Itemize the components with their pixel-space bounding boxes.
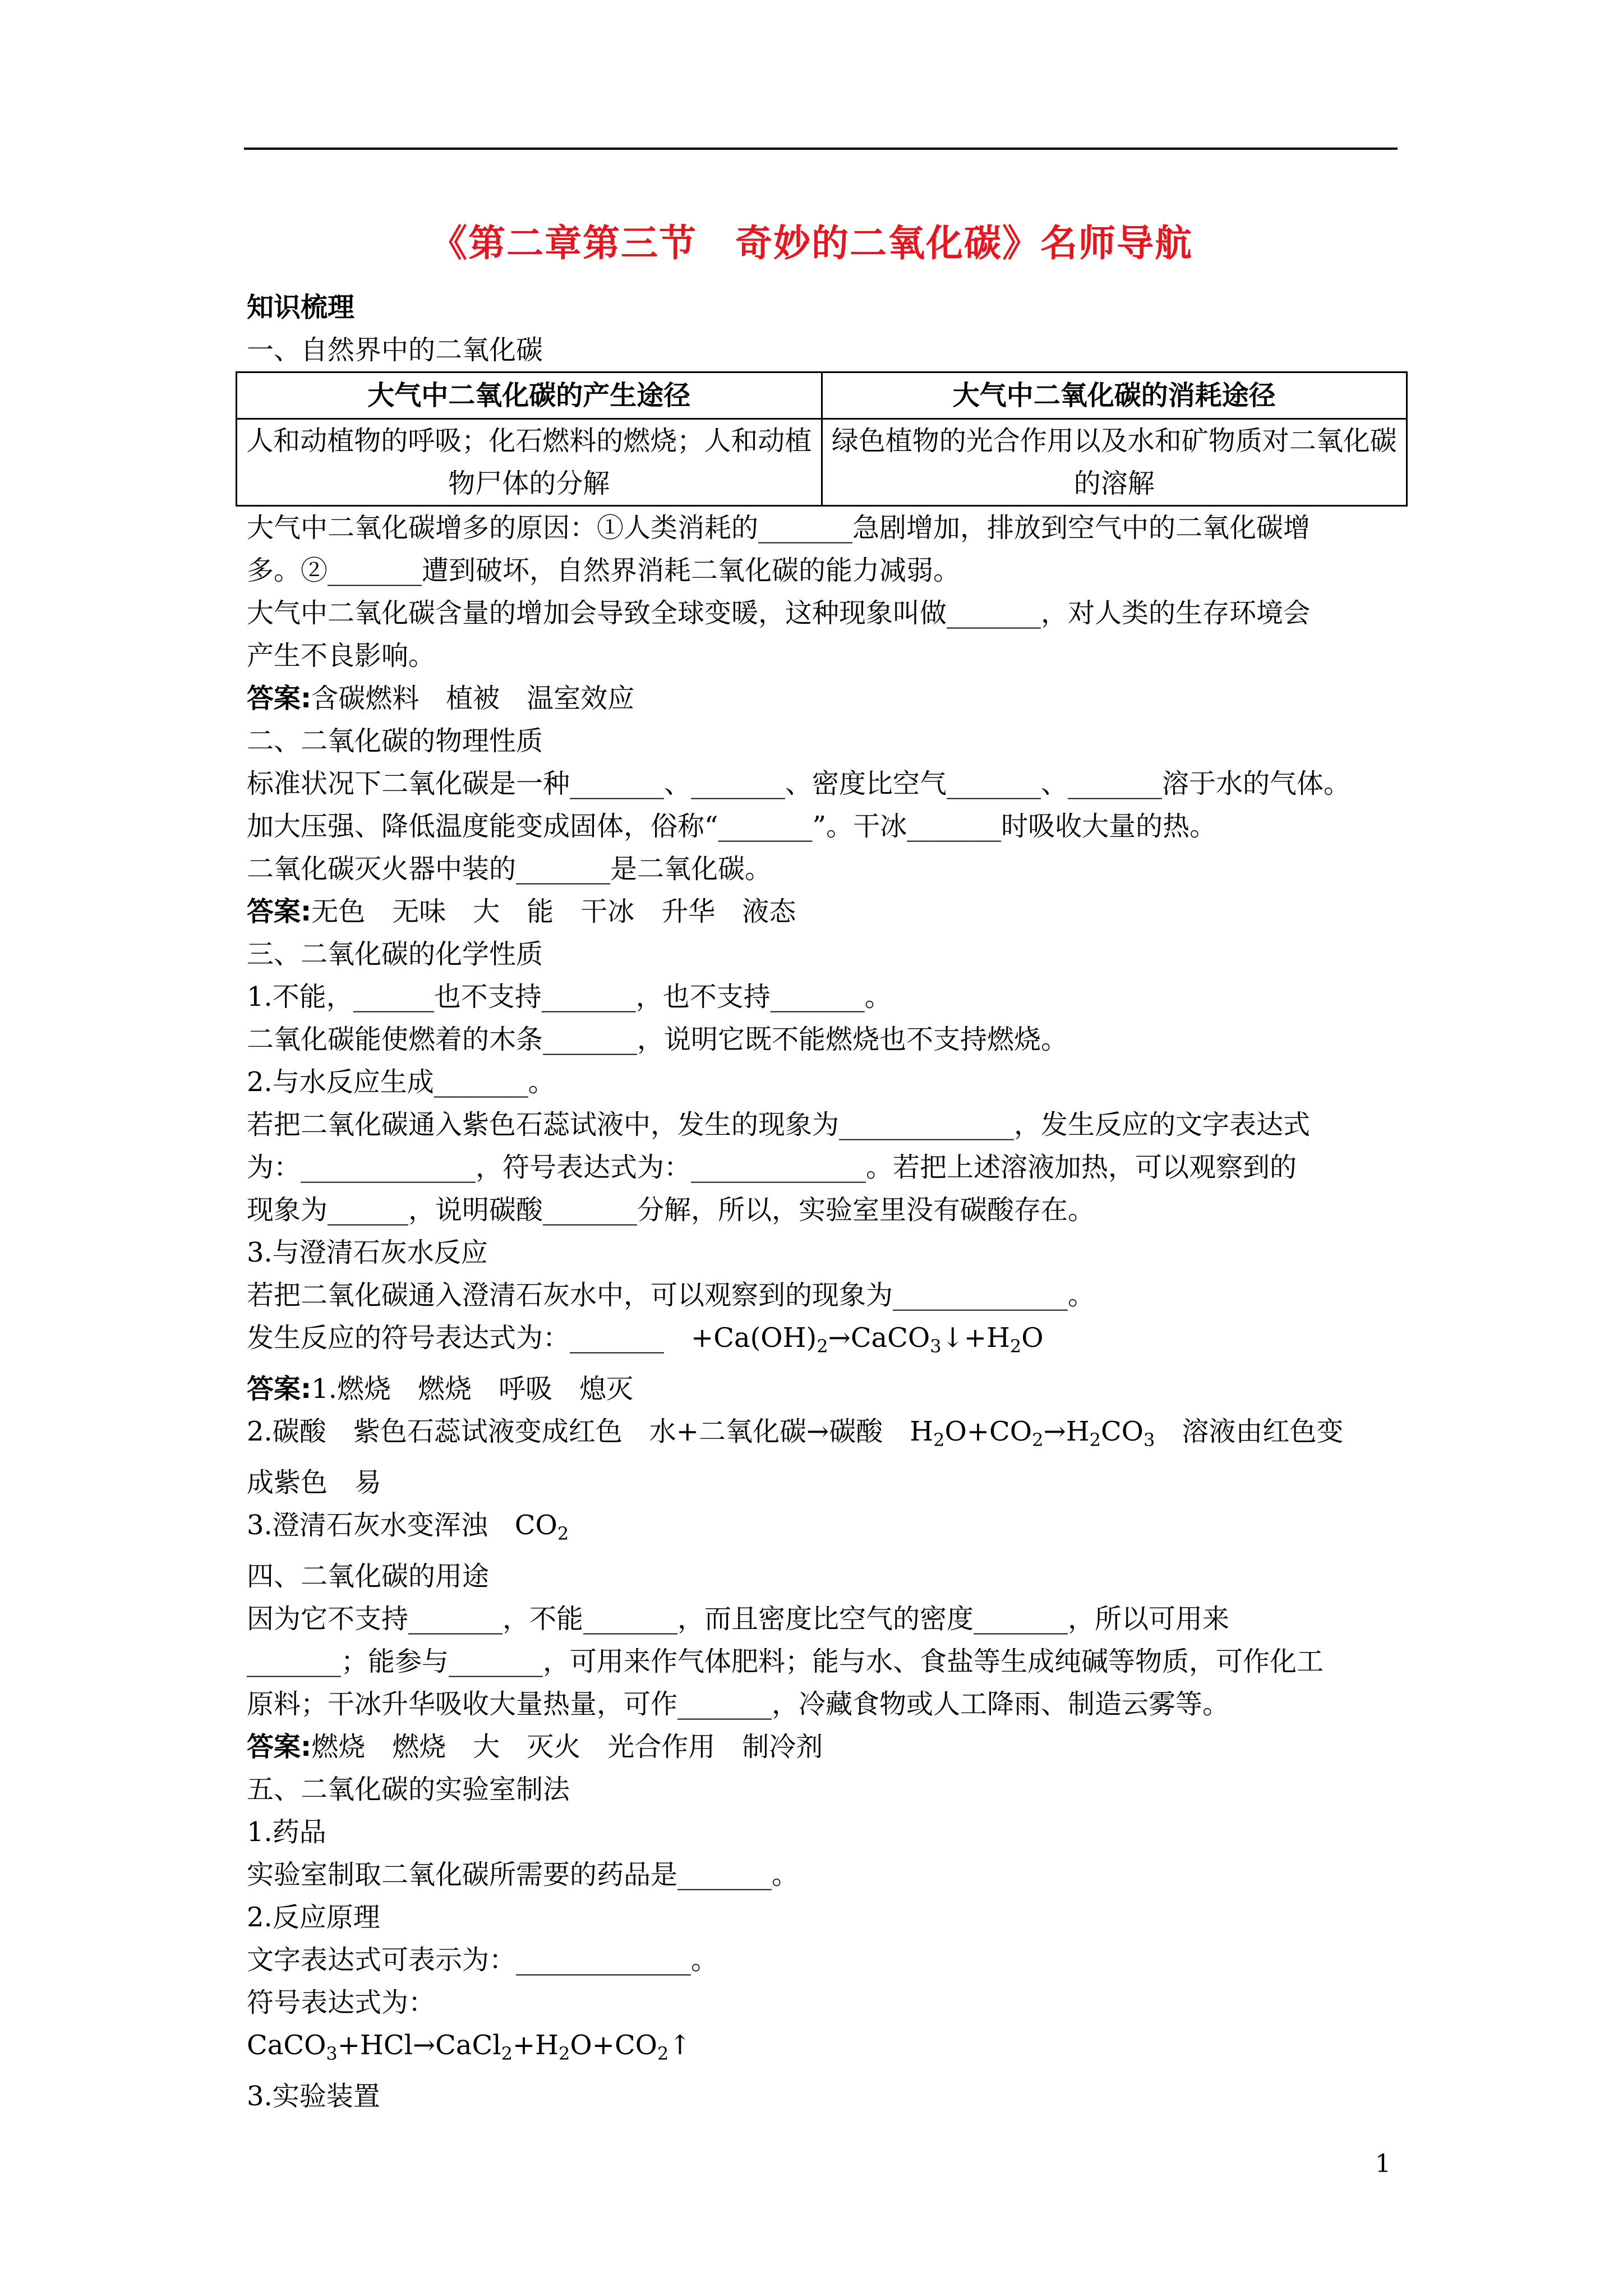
paragraph-line: 大气中二氧化碳增多的原因：①人类消耗的_______急剧增加，排放到空气中的二氧化碳增 (247, 512, 1311, 544)
arrow-symbol: → (828, 1322, 851, 1354)
paragraph-line: 3.与澄清石灰水反应 (247, 1237, 488, 1268)
page-title: 《第二章第三节 奇妙的二氧化碳》名师导航 (430, 222, 1193, 265)
table-header-production: 大气中二氧化碳的产生途径 (237, 372, 822, 419)
paragraph-line: 原料；干冰升华吸收大量热量，可作_______，冷藏食物或人工降雨、制造云雾等。 (247, 1688, 1230, 1720)
equation-line (247, 2024, 1408, 2075)
answer-text: 3.澄清石灰水变浑浊 CO (247, 1510, 557, 1541)
equation-text: 发生反应的符号表达式为：_______ +Ca(OH) (247, 1322, 817, 1354)
section-1-title: 一、自然界中的二氧化碳 (247, 334, 543, 366)
equation-text: +H (963, 1322, 1010, 1354)
answer-label: 答案: (247, 1373, 312, 1405)
subscript: 2 (557, 1523, 569, 1544)
page-number: 1 (1375, 2150, 1391, 2178)
paragraph-line: 实验室制取二氧化碳所需要的药品是_______。 (247, 1859, 799, 1890)
subscript: 3 (930, 1336, 942, 1357)
document-body (247, 286, 1408, 2118)
answer-text: 2.碳酸 紫色石蕊试液变成红色 水+二氧化碳 (247, 1416, 807, 1447)
section-4-title: 四、二氧化碳的用途 (247, 1561, 490, 1592)
subscript: 2 (1009, 1336, 1022, 1357)
answer-text: 碳酸 H (829, 1416, 934, 1447)
answer-line (247, 1368, 1408, 1410)
table-cell-consumption: 绿色植物的光合作用以及水和矿物质对二氧化碳的溶解 (822, 419, 1407, 506)
answer-text: 无色 无味 大 能 干冰 升华 液态 (311, 896, 796, 927)
header-rule (244, 148, 1398, 150)
paragraph-line: 产生不良影响。 (247, 640, 436, 671)
subscript: 2 (501, 2043, 513, 2064)
subscript: 2 (559, 2043, 570, 2064)
equation-text: CaCO (247, 2030, 326, 2061)
arrow-symbol: → (806, 1416, 829, 1447)
arrow-symbol: → (412, 2030, 436, 2061)
paragraph-line: 文字表达式可表示为：_____________。 (247, 1944, 718, 1976)
section-heading: 知识梳理 (247, 292, 355, 323)
subscript: 3 (326, 2043, 338, 2064)
answer-line (247, 1504, 1408, 1555)
subscript: 3 (1144, 1429, 1155, 1451)
section-3-title: 三、二氧化碳的化学性质 (247, 938, 543, 970)
answer-text: H (1066, 1416, 1090, 1447)
paragraph-line: 符号表达式为： (247, 1987, 436, 2018)
paragraph-line: 多。②_______遭到破坏，自然界消耗二氧化碳的能力减弱。 (247, 555, 961, 586)
subscript: 2 (1032, 1429, 1044, 1451)
equation-text: O+CO (570, 2030, 658, 2061)
subscript: 2 (657, 2043, 669, 2064)
table-header-consumption: 大气中二氧化碳的消耗途径 (822, 372, 1407, 419)
equation-text: +HCl (337, 2030, 413, 2061)
paragraph-line: 标准状况下二氧化碳是一种_______、_______、密度比空气_______、_______溶于水的气体。 (247, 768, 1351, 799)
paragraph-line: 因为它不支持_______，不能_______，而且密度比空气的密度_______，所以可用来 (247, 1603, 1230, 1635)
paragraph-line: 现象为______，说明碳酸_______分解，所以，实验室里没有碳酸存在。 (247, 1194, 1095, 1226)
answer-text: 溶液由红色变 (1155, 1416, 1344, 1447)
answer-line (247, 1726, 1408, 1768)
answer-line: 成紫色 易 (247, 1467, 382, 1498)
paragraph-line: 2.反应原理 (247, 1902, 380, 1933)
answer-line (247, 677, 1408, 720)
paragraph-line: 1.药品 (247, 1816, 326, 1848)
answer-label: 答案: (247, 896, 312, 927)
paragraph-line: 二氧化碳灭火器中装的_______是二氧化碳。 (247, 853, 772, 885)
paragraph-line: 大气中二氧化碳含量的增加会导致全球变暖，这种现象叫做_______，对人类的生存环境会 (247, 597, 1311, 629)
answer-label: 答案: (247, 683, 312, 714)
paragraph-line: 1.不能，______也不支持_______，也不支持_______。 (247, 981, 892, 1013)
answer-line (247, 890, 1408, 933)
answer-label: 答案: (247, 1731, 312, 1763)
answer-text: O+CO (944, 1416, 1032, 1447)
section-2-title: 二、二氧化碳的物理性质 (247, 725, 543, 757)
paragraph-line: _______；能参与_______，可用来作气体肥料；能与水、食盐等生成纯碱等物质，可作化工 (247, 1646, 1324, 1677)
subscript: 2 (1089, 1429, 1101, 1451)
answer-line (247, 1410, 1408, 1461)
answer-text: 燃烧 燃烧 大 灭火 光合作用 制冷剂 (311, 1731, 823, 1763)
equation-line (247, 1317, 1408, 1368)
answer-text: 1.燃烧 燃烧 呼吸 熄灭 (311, 1373, 634, 1405)
arrow-symbol: → (1043, 1416, 1066, 1447)
paragraph-line: 若把二氧化碳通入澄清石灰水中，可以观察到的现象为_____________。 (247, 1280, 1095, 1311)
table-cell-production: 人和动植物的呼吸；化石燃料的燃烧；人和动植物尸体的分解 (237, 419, 822, 506)
equation-text: O (1021, 1322, 1044, 1354)
paragraph-line: 2.与水反应生成_______。 (247, 1066, 555, 1098)
paragraph-line: 为：_____________，符号表达式为：_____________。若把上述溶液加热，可以观察到的 (247, 1152, 1297, 1183)
paragraph-line: 3.实验装置 (247, 2081, 380, 2112)
paragraph-line: 二氧化碳能使燃着的木条_______，说明它既不能燃烧也不支持燃烧。 (247, 1024, 1068, 1055)
paragraph-line: 若把二氧化碳通入紫色石蕊试液中，发生的现象为_____________，发生反应的文字表达式 (247, 1109, 1311, 1140)
paragraph-line: 加大压强、降低温度能变成固体，俗称“_______”。干冰_______时吸收大量的热。 (247, 811, 1217, 842)
equation-text: CaCl (435, 2030, 501, 2061)
equation-text: +H (512, 2030, 559, 2061)
equation-text: CaCO (850, 1322, 930, 1354)
subscript: 2 (933, 1429, 945, 1451)
subscript: 2 (817, 1336, 828, 1357)
co2-cycle-table (236, 371, 1408, 507)
answer-text: CO (1100, 1416, 1144, 1447)
down-arrow-symbol: ↓ (941, 1322, 964, 1354)
section-5-title: 五、二氧化碳的实验室制法 (247, 1774, 570, 1805)
up-arrow-symbol: ↑ (668, 2030, 691, 2061)
answer-text: 含碳燃料 植被 温室效应 (311, 683, 635, 714)
